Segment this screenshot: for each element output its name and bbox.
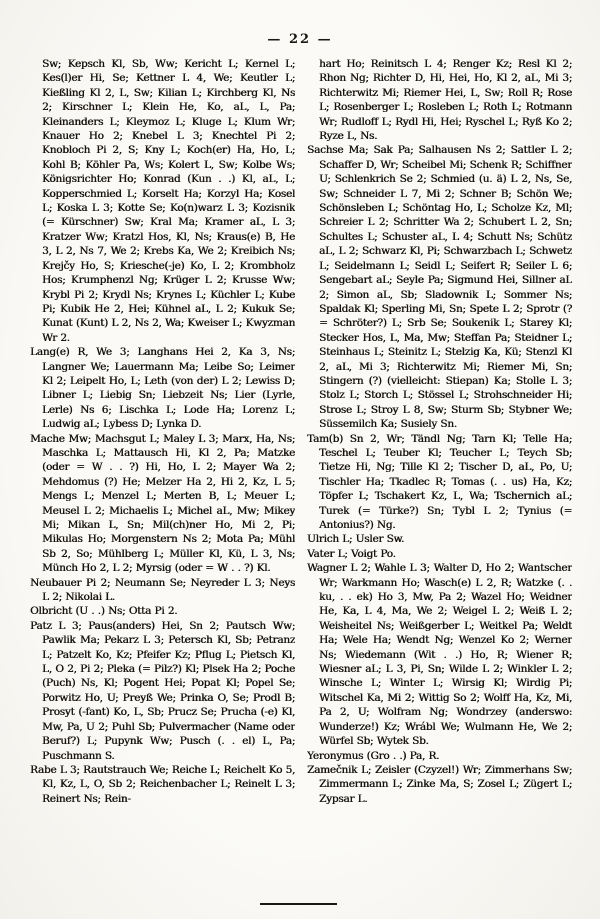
name-list-paragraph-t: Tam(b) Sn 2, Wr; Tändl Ng; Tarn Kl; Telle Ha; Teschel L; Teuber Kl; Teucher L; Teych Sb; Tietze Hi, Ng; Tille Kl 2; Tischer D, aL, Po, U; Tischler Ha; Tkadlec R; Tomas (. . us) Ha, Kz; Töpfer L; Tschakert Kz, L, Wa; Tschernich aL; Turek (= Türke?) Sn; Tybl L 2; Tynius (= Antonius?) Ng. xyxy=(307,432,572,531)
text-columns xyxy=(30,57,572,902)
right-column xyxy=(307,57,572,902)
page-number: — 22 — xyxy=(267,32,333,47)
name-list-paragraph-o: Olbricht (U . .) Ns; Otta Pi 2. xyxy=(30,605,178,618)
name-list-paragraph-l: Lang(e) R, We 3; Langhans Hei 2, Ka 3, Ns; Langner We; Lauermann Ma; Leibe So; Leimer Kl 2; Leipelt Ho, L; Leth (von der) L 2; Lewiss D; Libner L; Liebig Sn; Liebzeit Ns; Lier (Lyrle, Lerle) Ns 6; Lischka L; Lode Ha; Lorenz L; Ludwig aL; Lybess D; Lynka D. xyxy=(30,346,295,431)
name-list-paragraph-n: Neubauer Pi 2; Neumann Se; Neyreder L 3; Neys L 2; Nikolai L. xyxy=(30,576,295,604)
name-list-paragraph-r-continued: hart Ho; Reinitsch L 4; Renger Kz; Resl Kl 2; Rhon Ng; Richter D, Hi, Hei, Ho, Kl 2, aL, Mi 3; Richterwitz Mi; Riemer Hei, L, Sw; Roll R; Rose L; Rosenberger L; Rosleben L; Roth L; Rotmann Wr; Rudloff L; Rydl Hi, Hei; Ryschel L; Ryß Ko 2; Ryze L, Ns. xyxy=(319,58,572,143)
name-list-paragraph-v: Vater L; Voigt Po. xyxy=(307,547,396,560)
name-list-paragraph-s: Sachse Ma; Sak Pa; Salhausen Ns 2; Sattler L 2; Schaffer D, Wr; Scheibel Mi; Schenk R; Schiffner U; Schlenkrich Se 2; Schmied (u. ä) L 2, Ns, Se, Sw; Schneider L 7, Mi 2; Schner B; Schön We; Schönsleben L; Schöntag Ho, L; Scholze Kz, Ml; Schreier L 2; Schritter Wa 2; Schubert L 2, Sn; Schultes L; Schuster aL, L 4; Schutt Ns; Schütz aL, L 2; Schwarz Kl, Pi; Schwarzbach L; Schwetz L; Seidelmann L; Seidl L; Seifert R; Seiler L 6; Sengebart aL; Seyle Pa; Sigmund Hei, Sillner aL 2; Simon aL, Sb; Sladownik L; Sommer Ns; Spaldak Kl; Sperling Mi, Sn; Spete L 2; Sprotr (? = Schröter?) L; Srb Se; Soukenik L; Starey Kl; Stecker Hos, L, Ma, Mw; Steffan Pa; Steidner L; Steinhaus L; Steinitz L; Stelzig Ka, Kü; Stenzl Kl 2, aL, Mi 3; Richterwitz Mi; Riemer Mi, Sn; Stingern (?) (vielleicht: Stiepan) Ka; Stolle L 3; Stolz L; Storch L; Stössel L; Strohschneider Hi; Strose L; Stroy L 8, Sw; Sturm Sb; Stybner We; Süssemilch Ka; Susiely Sn. xyxy=(307,144,572,431)
name-list-paragraph-w: Wagner L 2; Wahle L 3; Walter D, Ho 2; Wantscher Wr; Warkmann Ho; Wasch(e) L 2, R; Watzke (. . ku, . . ek) Ho 3, Mw, Pa 2; Wazel Ho; Weidner He, Ka, L 4, Ma, We 2; Weigel L 2; Weiß L 2; Weisheitel Ns; Weißgerber L; Weitkel Pa; Weldt Ha; Wele Ha; Wendt Ng; Wenzel Ko 2; Werner Ns; Wiedemann (Wit . .) Ho, R; Wiener R; Wiesner aL; L 3, Pi, Sn; Wilde L 2; Winkler L 2; Winsche L; Winter L; Wirsig Kl; Wirdig Pi; Witschel Ka, Mi 2; Wittig So 2; Wolff Ha, Kz, Mi, Pa 2, U; Wolfram Ng; Wondrzey (anderswo: Wunderze!) Kz; Wrábl We; Wulmann He, We 2; Würfel Sb; Wytek Sb. xyxy=(307,562,572,748)
section-divider-rule xyxy=(260,903,337,905)
name-list-paragraph-z: Zamečnik L; Zeisler (Czyzel!) Wr; Zimmerhans Sw; Zimmermann L; Zinke Ma, S; Zosel L; Zügert L; Zypsar L. xyxy=(307,763,572,805)
name-list-paragraph-r: Rabe L 3; Rautstrauch We; Reiche L; Reichelt Ko 5, Kl, Kz, L, O, Sb 2; Reichenbacher L; Reinelt L 3; Reinert Ns; Rein- xyxy=(30,763,295,805)
left-column xyxy=(30,57,295,902)
name-list-paragraph-y: Yeronymus (Gro . .) Pa, R. xyxy=(307,749,440,762)
name-list-paragraph-m: Mache Mw; Machsgut L; Maley L 3; Marx, Ha, Ns; Maschka L; Mattausch Hi, Kl 2, Pa; Matzke (oder = W . . ?) Hi, Ho, L 2; Mayer Wa 2; Mehdomus (?) He; Melzer Ha 2, Hi 2, Kz, L 5; Mengs L; Menzel L; Merten B, L; Meuer L; Meusel L 2; Michaelis L; Michel aL, Mw; Mikey Mi; Mikan L, Sn; Mil(ch)ner Ho, Mi 2, Pi; Mikulas Ho; Morgenstern Ns 2; Mota Pa; Mühl Sb 2, So; Mühlberg L; Müller Kl, Kü, L 3, Ns; Münch Ho 2, L 2; Myrsig (oder = W . . ?) Kl. xyxy=(30,432,295,575)
name-list-paragraph-k-continued: Sw; Kepsch Kl, Sb, Ww; Kericht L; Kernel L; Kes(l)er Hi, Se; Kettner L 4, We; Keutler L; Kießling Kl 2, L, Sw; Kilian L; Kirchberg Kl, Ns 2; Kirschner L; Klein He, Ko, aL, L, Pa; Kleinanders L; Kleymoz L; Kluge L; Klum Wr; Knauer Ho 2; Knebel L 3; Knechtel Pi 2; Knobloch Pi 2, S; Kny L; Koch(er) Ha, Ho, L; Kohl B; Köhler Pa, Ws; Kolert L, Sw; Kolbe Ws; Königsrichter Ho; Konrad (Kun . .) Kl, aL, L; Kopperschmied L; Korselt Ha; Korzyl Ha; Kosel L; Koska L 3; Kotte Se; Ko(n)warz L 3; Kozisnik (= Kürschner) Sw; Kral Ma; Kramer aL, L 3; Kratzer Ww; Kratzl Hos, Kl, Ns; Kraus(e) B, He 3, L 2, Ns 7, We 2; Krebs Ka, We 2; Kreibich Ns; Krejčy Ho, S; Kriesche(-je) Ko, L 2; Krombholz Hos; Krumphenzl Ng; Krüger L 2; Krusse Ww; Krybl Pi 2; Krydl Ns; Krynes L; Küchler L; Kube Pi; Kubik He 2, Hei; Kühnel aL, L 2; Kukuk Se; Kunat (Kunt) L 2, Ns 2, Wa; Kweiser L; Kwyzman Wr 2. xyxy=(42,58,295,344)
name-list-paragraph-p: Patz L 3; Paus(anders) Hei, Sn 2; Pautsch Ww; Pawlik Ma; Pekarz L 3; Petersch Kl, Sb; Petranz L; Patzelt Ko, Kz; Pfeifer Kz; Pflug L; Pietsch Kl, L, O 2, Pi 2; Pleka (= Pilz?) Kl; Plsek Ha 2; Poche (Puch) Ns, Kl; Pogent Hei; Popat Kl; Popel Se; Porwitz Ho, U; Preyß We; Prinka O, Se; Prodl B; Prosyt (-fant) Ko, L, Sb; Prucz Se; Prucha (-e) Kl, Mw, Pa, U 2; Puhl Sb; Pulvermacher (Name oder Beruf?) L; Pupynk Ww; Pusch (. . el) L, Pa; Puschmann S. xyxy=(30,619,295,762)
name-list-paragraph-u: Ulrich L; Usler Sw. xyxy=(307,533,405,546)
